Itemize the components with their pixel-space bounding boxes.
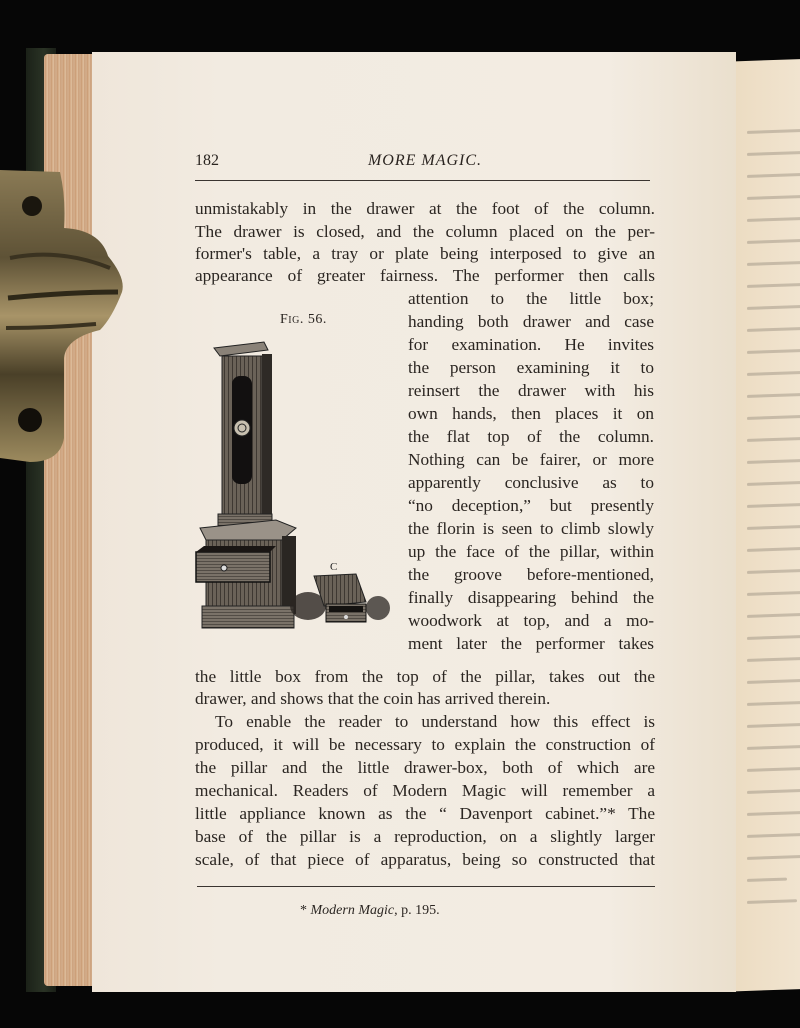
- figure-caption: Fig. 56.: [280, 312, 327, 327]
- footnote: [300, 903, 440, 919]
- text-line: The drawer is closed, and the column placed on the per-: [195, 222, 655, 241]
- text-line: for examination. He invites: [408, 335, 654, 354]
- running-title: MORE MAGIC.: [367, 152, 483, 169]
- text-line: attention to the little box;: [408, 289, 654, 308]
- text-line: the little box from the top of the pillar, takes out the: [195, 667, 655, 686]
- footnote-title: Modern Magic: [310, 903, 395, 918]
- text-line: up the face of the pillar, within: [408, 542, 654, 561]
- running-head: [195, 152, 655, 174]
- text-line: handing both drawer and case: [408, 312, 654, 331]
- text-line: reinsert the drawer with his: [408, 381, 654, 400]
- header-rule: [195, 180, 650, 181]
- footnote-marker: *: [300, 903, 307, 918]
- text-line: the pillar and the little drawer-box, both of which are: [195, 758, 655, 777]
- footnote-ref: , p. 195.: [394, 903, 440, 918]
- brass-clasp: [0, 168, 128, 464]
- text-line: little appliance known as the “ Davenport cabinet.”* The: [195, 804, 655, 823]
- text-line: produced, it will be necessary to explain the construction of: [195, 735, 655, 754]
- text-line: the flat top of the column.: [408, 427, 654, 446]
- text-line: drawer, and shows that the coin has arrived therein.: [195, 689, 551, 708]
- footnote-rule: [197, 886, 655, 887]
- text-line: finally disappearing behind the: [408, 588, 654, 607]
- text-line: apparently conclusive as to: [408, 473, 654, 492]
- text-line: mechanical. Readers of Modern Magic will remember a: [195, 781, 655, 800]
- text-line: ment later the performer takes: [408, 634, 654, 653]
- text-line: former's table, a tray or plate being interposed to give an: [195, 244, 655, 263]
- right-page-edge: [734, 59, 800, 992]
- text-line: appearance of greater fairness. The performer then calls: [195, 266, 655, 285]
- text-line: scale, of that piece of apparatus, being so constructed that: [195, 850, 655, 869]
- svg-text:C: C: [330, 561, 338, 573]
- text-line: base of the pillar is a reproduction, on a slightly larger: [195, 827, 655, 846]
- text-line: Nothing can be fairer, or more: [408, 450, 654, 469]
- text-line: “no deception,” but presently: [408, 496, 654, 515]
- text-line: the florin is seen to climb slowly: [408, 519, 654, 538]
- paragraph-start-line: To enable the reader to understand how this effect is: [215, 712, 655, 731]
- page-number: 182: [195, 152, 219, 169]
- text-line: unmistakably in the drawer at the foot of the column.: [195, 199, 655, 218]
- text-line: own hands, then places it on: [408, 404, 654, 423]
- figure-pillar-illustration: [192, 336, 402, 636]
- text-line: woodwork at top, and a mo-: [408, 611, 654, 630]
- text-line: the person examining it to: [408, 358, 654, 377]
- text-line: the groove before-mentioned,: [408, 565, 654, 584]
